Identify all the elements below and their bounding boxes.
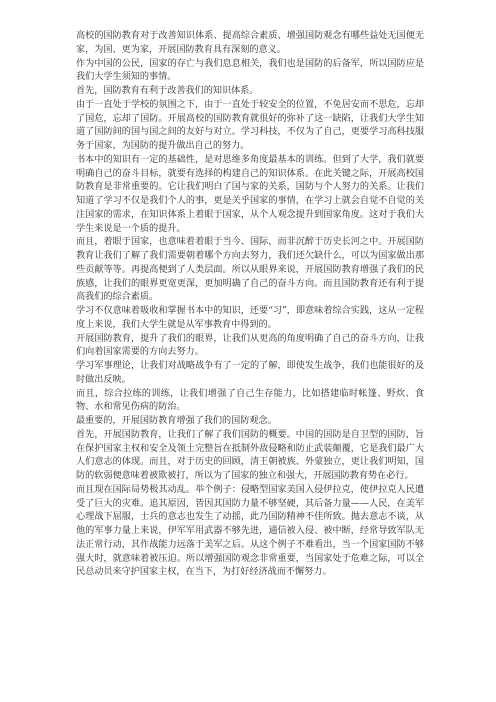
document-body <box>76 30 424 580</box>
paragraph: 开展国防教育，提升了我们的眼界，让我们从更高的角度明确了自己的奋斗方向，让我们向着国家需要的方向去努力。 <box>76 333 424 358</box>
paragraph: 作为中国的公民，国家的存亡与我们息息相关，我们也是国防的后备军，所以国防应是我们大学生须知的事情。 <box>76 58 424 83</box>
paragraph: 最重要的，开展国防教育增强了我们的国防观念。 <box>76 416 277 426</box>
paragraph: 首先，开展国防教育，让我们了解了我们国防的概要。中国的国防是自卫型的国防，旨在保护国家主权和安全及领土完整旨在抵制外敌侵略和防止武装颠覆，它是我们最广大人们意志的体现。而且，对于历史的回顾，清王朝被族、外蒙独立，更让我们明知，国防的软弱便意味着被欺被打，所以为了国家的独立和强大，开展国防教育势在必行。 <box>76 429 424 481</box>
paragraph: 学习不仅意味着吸收和掌握书本中的知识，还要“习”，即意味着综合实践，这从一定程度上来说，我们大学生就是从军事教育中得到的。 <box>76 306 424 330</box>
paragraph: 学习军事理论，让我们对战略战争有了一定的了解，即使发生战争，我们也能很好的及时做出反映。 <box>76 361 424 385</box>
paragraph: 而且，着眼于国家，也意味着着眼于当今、国际，而非沉醉于历史长河之中。开展国防教育让我们了解了我们需要朝着哪个方向去努力，我们还欠缺什么，可以为国家做出那些贡献等等。再提高便到了人类层面。所以从眼界来说，开展国防教育增强了我们的民族感，让我们的眼界更宽更深，更加明确了自己的奋斗方向。而且国防教育还有利于提高我们的综合素质。 <box>76 237 424 303</box>
paragraph: 首先，国防教育有利于改善我们的知识体系。 <box>76 86 259 96</box>
paragraph: 书本中的知识有一定的基础性，是对思维多角度最基本的训练。但到了大学，我们就要明确自己的奋斗目标，就要有选择的构建自己的知识体系。在此关键之际，开展高校国防教育是非常重要的。它让我们明白了国与家的关系，国防与个人努力的关系。让我们知道了学习不仅是我们个人的事，更是关乎国家的事情，在学习上就会自觉不自觉的关注国家的需求，在知识体系上着眼于国家，从个人观念提升到国家角度。这对于我们大学生来说是一个质的提升。 <box>76 154 424 234</box>
paragraph: 而且现在国际局势极其动乱。举个例子：侵略型国家美国入侵伊拉克，使伊拉克人民遭受了巨大的灾难。追其原因，皆因其国防力量不够坚硬，其后备力量——人民，在美军心理战下屈服，士兵的意志也发生了动摇，此乃国防精神不佳所致。抛去意志不谈，从他的军事力量上来说，伊军军用武器不够先进，通信被入侵、被中断，经常导致军队无法正常行动，其作战能力远落于美军之后。从这个例子不难看出，当一个国家国防不够强大时，就意味着被压迫。所以增强国防观念非常重要，当国家处于危难之际，可以全民总动员来守护国家主权，在当下，为打好经济战而不懈努力。 <box>76 484 424 578</box>
paragraph: 高校的国防教育对于改善知识体系、提高综合素质、增强国防观念有哪些益处无国便无家，为国、更为家，开展国防教育具有深刻的意义。 <box>76 31 424 55</box>
paragraph: 由于一直处于学校的氛围之下，由于一直处于较安全的位置，不免居安而不思危，忘却了国危，忘却了国防。开展高校的国防教育就很好的弥补了这一缺陷，让我们大学生知道了国防间的国与国之间的友好与对立。学习科技，不仅为了自己，更要学习高科技服务于国家，为国防的提升做出自己的努力。 <box>76 99 424 151</box>
paragraph: 而且，综合拉练的训练，让我们增强了自己生存能力，比如搭建临时帐篷、野炊、食物、水和常见伤病的防治。 <box>76 388 424 413</box>
